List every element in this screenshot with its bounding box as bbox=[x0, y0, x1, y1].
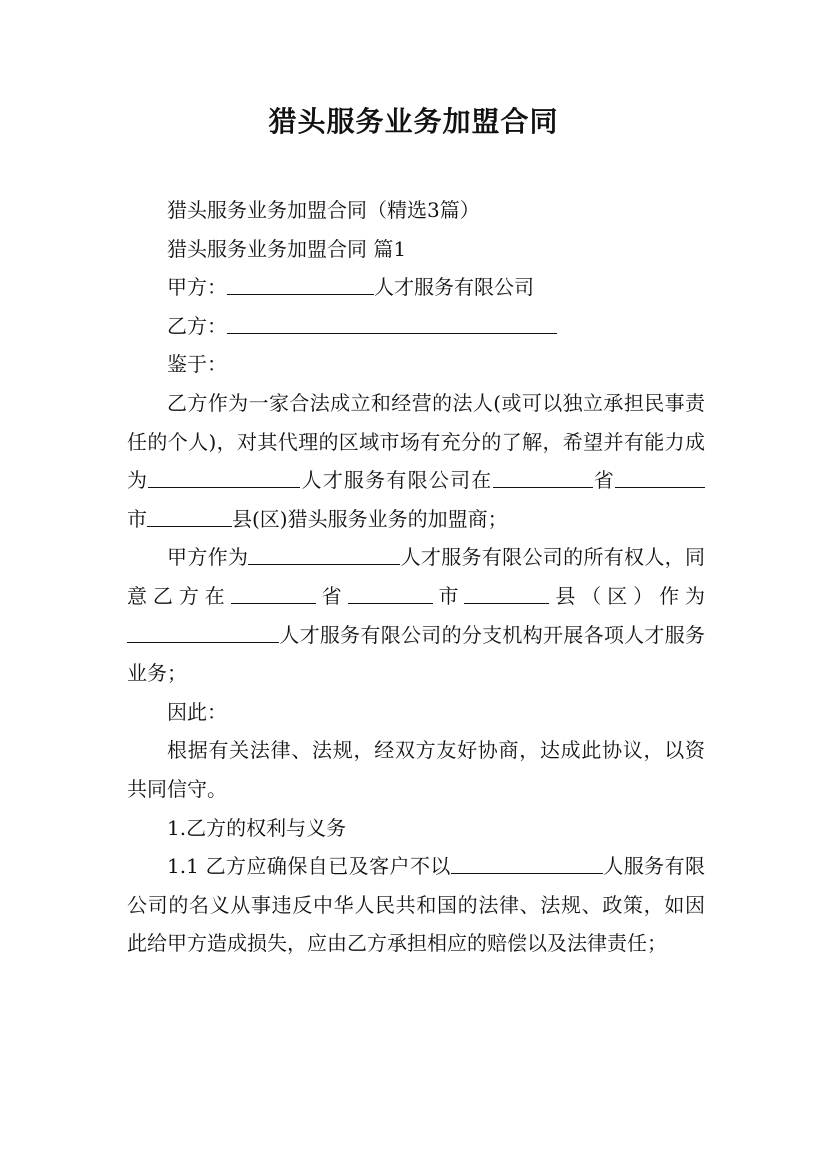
clause-1-1-text: 1.1 乙方应确保自已及客户不以 bbox=[167, 854, 451, 879]
section-heading: 猎头服务业务加盟合同 篇1 bbox=[167, 236, 407, 261]
clause-1-1-text: 人服务有限公司的名义从事违反中华人民共和国的法律、法规、政策，如因此给甲方造成损失，应由乙方承担相应的赔偿以及法律责任； bbox=[127, 854, 706, 956]
clause-1-heading: 1.乙方的权利与义务 bbox=[167, 815, 347, 840]
party-b-line bbox=[127, 307, 705, 346]
paragraph-3: 根据有关法律、法规，经双方友好协商，达成此协议，以资共同信守。 bbox=[127, 738, 705, 801]
party-a-label: 甲方： bbox=[167, 275, 227, 300]
paragraph-1 bbox=[127, 384, 705, 538]
blank-line bbox=[248, 544, 400, 565]
paragraph-1-text: 乙方作为一家合法成立和经营的法人(或可以独立承担民事责任的个人)，对其代理的区域市场有充分的了解，希望并有能力成为 bbox=[127, 390, 705, 493]
document-body bbox=[127, 191, 705, 963]
paragraph-2-text: 省 bbox=[315, 583, 348, 608]
blank-line bbox=[615, 467, 705, 488]
blank-line bbox=[147, 506, 232, 527]
whereas-heading: 鉴于： bbox=[167, 352, 227, 377]
blank-line bbox=[451, 853, 603, 874]
subtitle: 猎头服务业务加盟合同（精选3篇） bbox=[167, 198, 480, 222]
paragraph-1-text: 人才服务有限公司在 bbox=[300, 468, 493, 493]
paragraph-1-text: 市 bbox=[127, 506, 147, 531]
blank-line bbox=[348, 583, 433, 604]
blank-line bbox=[127, 622, 279, 643]
blank-line bbox=[148, 467, 300, 488]
paragraph-2-text: 市 bbox=[432, 583, 465, 608]
blank-line bbox=[464, 583, 549, 604]
therefore-heading: 因此： bbox=[167, 699, 227, 724]
party-a-line bbox=[127, 268, 705, 307]
paragraph-2 bbox=[127, 538, 705, 692]
paragraph-2-text: 县（区）作为 bbox=[549, 583, 706, 608]
paragraph-2-text: 人才服务有限公司的分支机构开展各项人才服务业务； bbox=[127, 622, 705, 686]
party-a-suffix: 人才服务有限公司 bbox=[374, 275, 534, 300]
blank-line bbox=[231, 583, 316, 604]
paragraph-1-text: 省 bbox=[592, 468, 616, 493]
paragraph-2-text: 人才服务有限公司的所有权人，同意乙方在 bbox=[127, 545, 706, 608]
clause-1-1 bbox=[127, 847, 705, 963]
blank-line bbox=[227, 274, 374, 295]
blank-line bbox=[493, 467, 593, 488]
document-title: 猎头服务业务加盟合同 bbox=[268, 105, 559, 138]
blank-line bbox=[227, 313, 557, 334]
party-b-label: 乙方： bbox=[167, 313, 227, 338]
paragraph-1-text: 县(区)猎头服务业务的加盟商； bbox=[232, 506, 508, 531]
paragraph-2-text: 甲方作为 bbox=[167, 545, 249, 570]
